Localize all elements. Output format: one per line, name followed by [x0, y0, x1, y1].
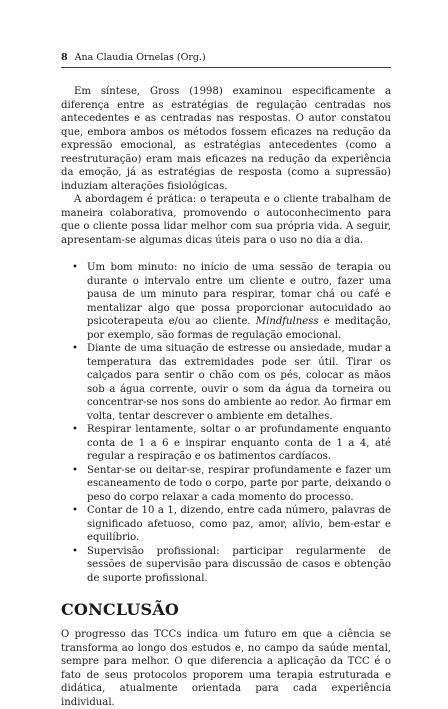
header-divider — [61, 67, 391, 68]
paragraph: A abordagem é prática: o terapeuta e o cliente trabalham de maneira colaborativa, promovendo o autoconhecimento para que o cliente possa lidar melhor com sua própria vida. A seguir, apresentam-se algumas dicas úteis para o uso no dia a dia. — [61, 194, 391, 246]
list-item — [61, 464, 391, 505]
bullet-icon: • — [72, 424, 78, 435]
list-item — [61, 342, 391, 423]
list-item-text: Contar de 10 a 1, dizendo, entre cada número, palavras de significado afetuoso, como paz, amor, alívio, bem-estar e equilíbrio. — [87, 505, 391, 543]
list-item-text: Respirar lentamente, soltar o ar profundamente enquanto conta de 1 a 6 e inspirar enquanto conta de 1 a 4, até regular a respiração e os batimentos cardíacos. — [87, 424, 391, 462]
body-text — [61, 85, 391, 709]
conclusion-paragraph: O progresso das TCCs indica um futuro em que a ciência se transforma ao longo dos estudos e, no campo da saúde mental, sempre para melhor. O que diferencia a aplicação da TCC é o fato de seus protocolos proporem uma terapia estruturada e didática, atualmente orientada para cada experiência individual. — [61, 629, 391, 708]
list-item — [61, 504, 391, 545]
bullet-icon: • — [72, 545, 78, 557]
list-item-text: Sentar-se ou deitar-se, respirar profundamente e fazer um escaneamento de todo o corpo, parte por parte, deixando o peso do corpo relaxar a cada momento do processo. — [87, 464, 391, 503]
list-item — [61, 261, 391, 342]
running-head-author: Ana Claudia Ornelas (Org.) — [74, 52, 206, 63]
paragraph: Em síntese, Gross (1998) examinou especificamente a diferença entre as estratégias de regulação centradas nos antecedentes e as centradas nas respostas. O autor constatou que, embora ambos os métodos fossem eficazes na redução da expressão emocional, as estratégias antecedentes (como a reestruturação) eram mais eficazes na redução da experiência da emoção, já as estratégias de resposta (como a supressão) induziam alterações fisiológicas. — [61, 86, 391, 192]
bullet-icon: • — [72, 343, 78, 354]
list-item-text: Supervisão profissional: participar regularmente de sessões de supervisão para discussão de casos e obtenção de suporte profissional. — [87, 545, 391, 584]
bullet-icon: • — [72, 505, 78, 516]
bullet-icon: • — [72, 464, 78, 476]
list-item-text: e meditação, por exemplo, são formas de regulação emocional. — [87, 316, 392, 341]
tips-list — [61, 261, 391, 585]
list-item-italic-term: Mindfulness — [255, 316, 319, 327]
section-title: CONCLUSÃO — [61, 600, 180, 619]
list-item — [61, 423, 391, 464]
list-item — [61, 545, 391, 586]
list-item-text: Diante de uma situação de estresse ou ansiedade, mudar a temperatura das extremidades pode ser útil. Tirar os calçados para sentir o chão com os pés, colocar as mãos sob a água corrente, ouvir o som da água da torneira ou concentrar-se nos sons do ambiente ao redor. Ao firmar em volta, tentar descrever o ambiente em detalhes. — [87, 343, 391, 422]
running-header — [61, 52, 391, 64]
list-item-text: Um bom minuto: no início de uma sessão de terapia ou durante o intervalo entre um cliente e outro, fazer uma pausa de um minuto para respirar, tomar chá ou café e mentalizar algo que possa proporcionar autocuidado ao psicoterapeuta e/ou ao cliente. — [87, 262, 391, 327]
bullet-icon: • — [72, 262, 78, 273]
page-number: 8 — [61, 52, 68, 63]
